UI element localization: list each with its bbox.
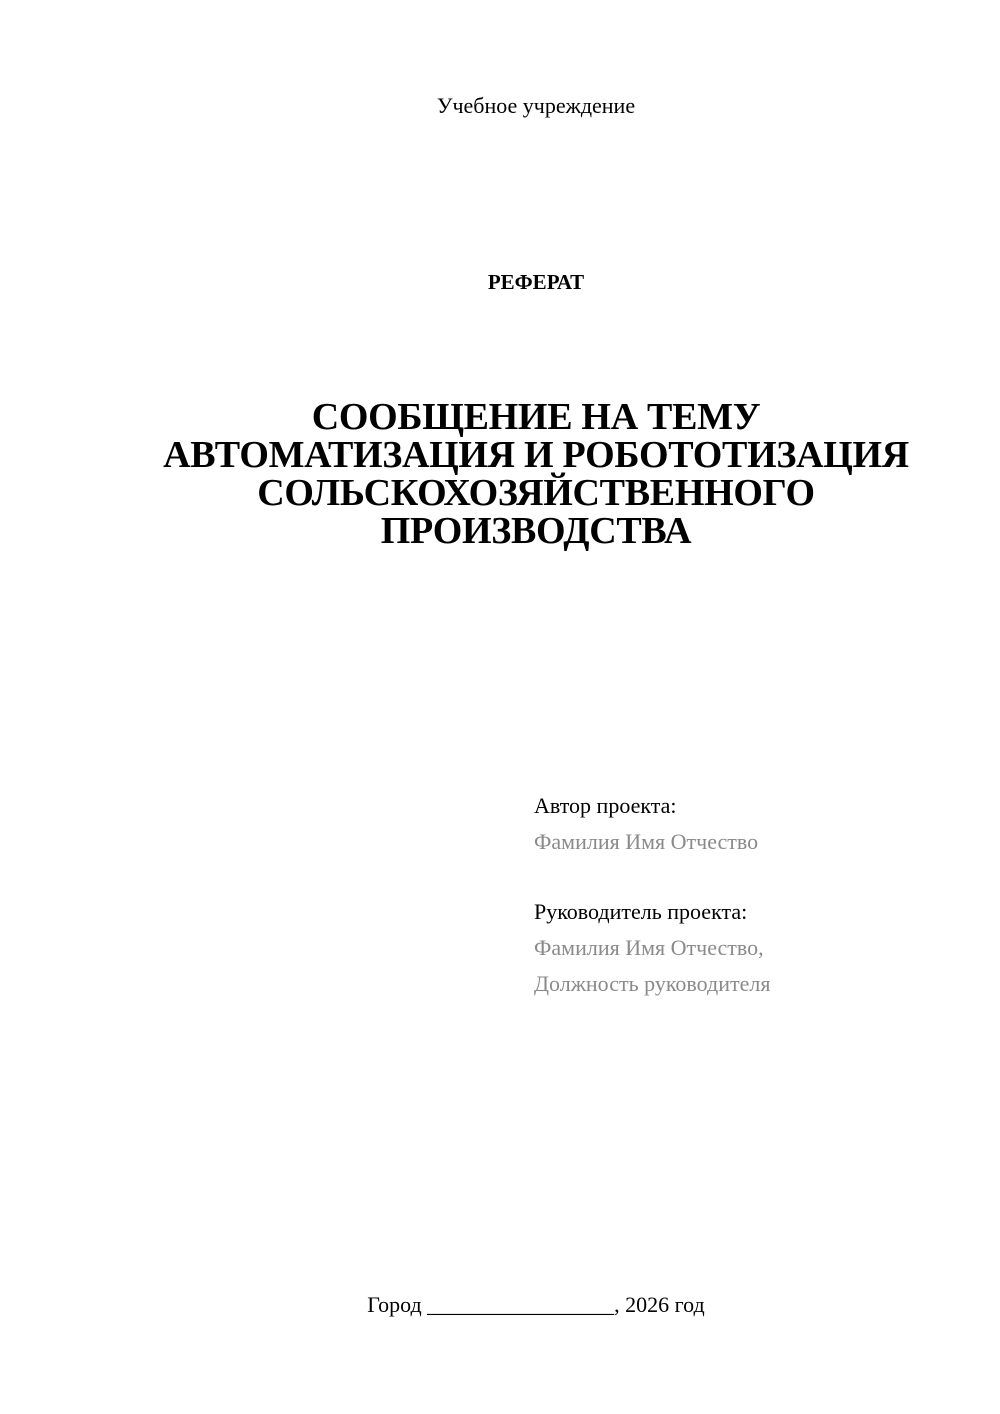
supervisor-name: Фамилия Имя Отчество, <box>534 935 764 960</box>
title-line: СОЛЬСКОХОЗЯЙСТВЕННОГО <box>257 472 815 514</box>
document-type: РЕФЕРАТ <box>487 270 585 294</box>
supervisor-position: Должность руководителя <box>534 971 771 996</box>
title-line: СООБЩЕНИЕ НА ТЕМУ <box>311 396 761 438</box>
supervisor-label: Руководитель проекта: <box>534 899 748 924</box>
author-label: Автор проекта: <box>534 793 677 818</box>
author-name: Фамилия Имя Отчество <box>534 829 759 854</box>
project-people-block <box>534 788 974 1002</box>
city-year-line: Город _________________, 2026 год <box>367 1292 705 1317</box>
institution-name: Учебное учреждение <box>436 93 636 118</box>
document-title <box>0 398 1000 550</box>
title-line: ПРОИЗВОДСТВА <box>380 510 692 552</box>
title-line: АВТОМАТИЗАЦИЯ И РОБОТОТИЗАЦИЯ <box>163 434 909 476</box>
spacer <box>534 860 974 894</box>
